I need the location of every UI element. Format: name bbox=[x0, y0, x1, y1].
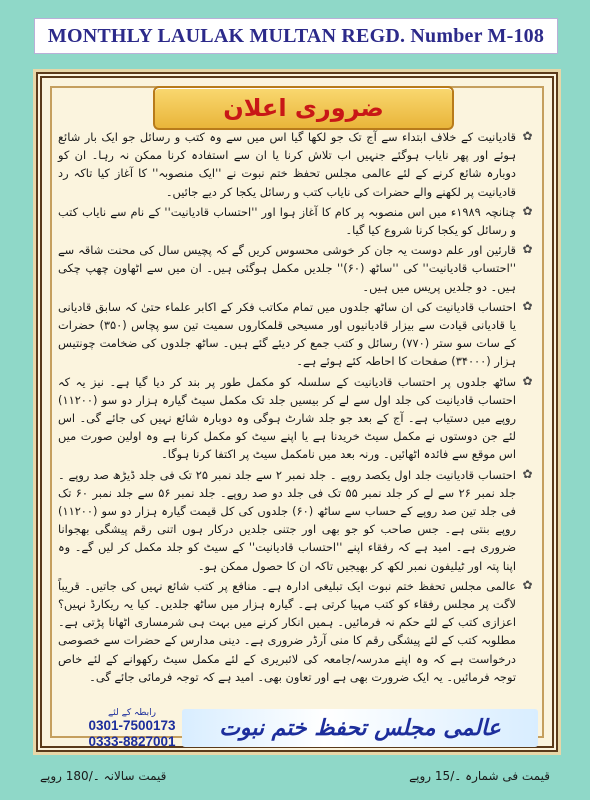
paragraph-text: احتساب قادیانیت کی ان ساٹھ جلدوں میں تمام مکاتب فکر کے اکابر علماء حتیٰ کہ سابق قادیانی یا قادیانی قیادت سے بیزار قادیانیوں اور مسیحی قلمکاروں سمیت تین سو پچاس (۳۵۰) حضرات کے سات سو ستر (۷۷۰) رسائل و کتب جمع کر دیئے گئے ہیں۔ ساٹھ جلدوں کی ضخامت چونتیس ہزار (۳۴۰۰۰) صفحات کا احاطہ کئے ہوئے ہے۔ bbox=[58, 299, 517, 369]
announcement-body bbox=[58, 128, 534, 706]
phone-number-1[interactable]: 0301-7500173 bbox=[88, 718, 176, 733]
magazine-header bbox=[34, 18, 558, 54]
contact-label: رابطہ کے لئے bbox=[107, 708, 157, 718]
magazine-title: MONTHLY LAULAK MULTAN REGD. Number M-108 bbox=[47, 24, 545, 47]
phone-number-2[interactable]: 0333-8827001 bbox=[88, 734, 176, 749]
announcement-title-box bbox=[153, 86, 454, 130]
paragraph-7 bbox=[58, 577, 534, 686]
annual-price: قیمت سالانہ ۔/180 روپے bbox=[40, 769, 167, 783]
bullet-star-icon: ✿ bbox=[522, 242, 533, 257]
paragraph-4 bbox=[58, 298, 534, 371]
bullet-star-icon: ✿ bbox=[522, 129, 533, 143]
bullet-star-icon: ✿ bbox=[522, 203, 533, 218]
paragraph-1 bbox=[58, 128, 534, 201]
announcement-title: ضروری اعلان bbox=[223, 94, 384, 122]
paragraph-text: عالمی مجلس تحفظ ختم نبوت ایک تبلیغی ادارہ ہے۔ منافع پر کتب شائع نہیں کی جاتیں۔ قریباً لاگت پر مجلس رفقاء کو کتب مہیا کرتی ہے۔ گیارہ ہزار میں ساٹھ جلدیں۔ کیا یہ ریکارڈ نہیں؟ اعزازی کتب کے لئے حکم نہ فرمائیں۔ ہمیں انکار کرنے میں بہت ہی شرمساری اٹھانا پڑتی ہے۔ مطلوبہ کتب کے لئے پیشگی رقم کا منی آرڈر ضروری ہے۔ دینی مدارس کے حضرات سے خصوصی درخواست ہے کہ وہ اپنے مدرسہ/جامعہ کی لائبریری کے لئے مکمل سیٹ رکھوانے کے لئے خاص توجہ فرمائیں۔ یہ ایک ضرورت بھی ہے اور تعاون بھی۔ امید ہے کہ توجہ فرمائی جائے گی۔ bbox=[58, 578, 516, 684]
paragraph-5 bbox=[58, 373, 534, 464]
paragraph-6 bbox=[58, 466, 534, 575]
paragraph-text: قادیانیت کے خلاف ابتداء سے آج تک جو لکھا گیا اس میں سے وہ کتب و رسائل جو ایک بار شائع ہوئے اور پھر نایاب ہوگئے جنہیں اب تلاش کرنا یا ان سے استفادہ کرنا ممکن نہ رہا۔ ان کو دوبارہ شائع کرنے کے لئے عالمی مجلس تحفظ ختم نبوت نے ''ایک منصوبہ'' کا آغاز کیا تاکہ رد قادیانیت پر لکھنے والے حضرات کی نایاب کتب و رسائل یکجا کر دیے جائیں۔ bbox=[58, 130, 516, 199]
bullet-star-icon: ✿ bbox=[522, 298, 533, 313]
paragraph-text: ساٹھ جلدوں پر احتساب قادیانیت کے سلسلہ کو مکمل طور پر بند کر دیا گیا ہے۔ نیز یہ کہ احتساب قادیانیت کی جلد اول سے لے کر بیسیں جلد تک مکمل سیٹ گیارہ ہزار دو سو (۱۱۲۰۰) روپے میں دستیاب ہے۔ آج کے بعد جو جلد شارٹ ہوگی وہ دوبارہ شائع نہیں کی جائے گی۔ اس لئے جن دوستوں نے مکمل سیٹ خریدنا ہے یا اپنے سیٹ کو مکمل کرنا ہے وہ اولین صورت میں اس موقع سے فائدہ اٹھائیں۔ ورنہ بعد میں نامکمل سیٹ پر اکتفا کرنا ہوگا۔ bbox=[58, 374, 516, 462]
organization-name: عالمی مجلس تحفظ ختم نبوت bbox=[219, 715, 501, 741]
bullet-star-icon: ✿ bbox=[522, 373, 533, 388]
paragraph-3 bbox=[58, 241, 534, 296]
paragraph-2 bbox=[58, 203, 534, 239]
paragraph-text: چنانچہ ۱۹۸۹ء میں اس منصوبہ پر کام کا آغاز ہوا اور ''احتساب قادیانیت'' کے نام سے نایاب کتب و رسائل کو یکجا کرنا شروع کیا گیا۔ bbox=[58, 204, 516, 238]
contact-block bbox=[72, 708, 192, 750]
bullet-star-icon: ✿ bbox=[522, 577, 533, 592]
paragraph-text: احتساب قادیانیت جلد اول یکصد روپے ۔ جلد نمبر ۲ سے جلد نمبر ۲۵ تک فی جلد ڈیڑھ صد روپے ۔ جلد نمبر ۲۶ سے لے کر جلد نمبر ۵۵ تک فی جلد دو صد روپے۔ جلد نمبر ۵۶ سے جلد نمبر ۶۰ تک فی جلد تین صد روپے کے حساب سے ساٹھ (۶۰) جلدوں کی کل قیمت گیارہ ہزار دو سو (۱۱۲۰۰) روپے بنتی ہے۔ جس صاحب کو جو بھی اور جتنی جلدیں درکار ہوں اتنی رقم پیشگی بھجوانا ضروری ہے۔ امید ہے کہ رفقاء اپنے ''احتساب قادیانیت'' کے سیٹ کو جلد مکمل کر لیں گے۔ وہ اپنا پتہ اور ٹیلیفون نمبر لکھ کر بھیجیں تاکہ ان کا حصول ممکن ہو۔ bbox=[58, 467, 516, 573]
issue-price: قیمت فی شمارہ ۔/15 روپے bbox=[409, 769, 550, 783]
paragraph-text: قارئین اور علم دوست یہ جان کر خوشی محسوس کریں گے کہ پچیس سال کی محنت شاقہ سے ''احتساب قادیانیت'' کی ''ساٹھ (۶۰)'' جلدیں مکمل ہوگئی ہیں۔ ان میں سے اٹھاون چھپ چکی ہیں۔ دو جلدیں پریس میں ہیں۔ bbox=[58, 243, 517, 294]
organization-banner bbox=[182, 709, 538, 747]
bullet-star-icon: ✿ bbox=[522, 466, 533, 481]
